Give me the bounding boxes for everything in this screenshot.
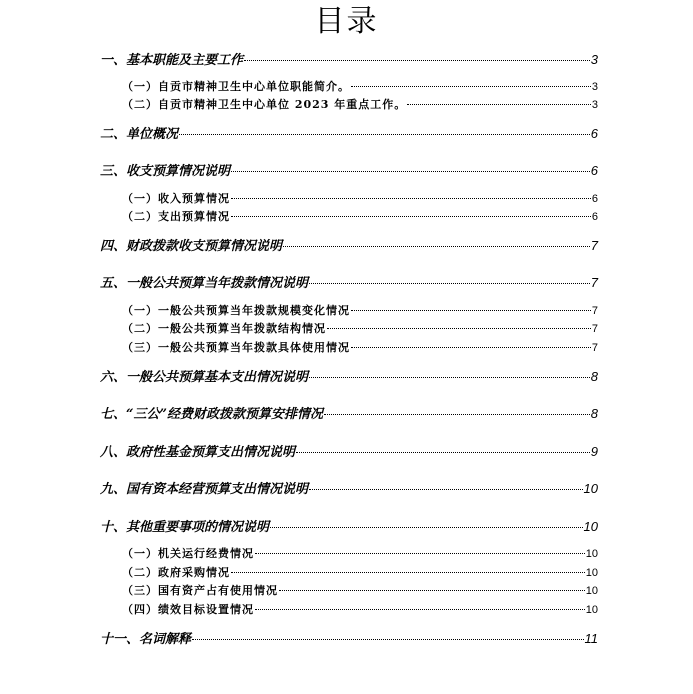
toc-page-number: 10 bbox=[583, 519, 598, 534]
toc-page-number: 10 bbox=[585, 548, 598, 560]
toc-entry-label: （一）收入预算情况 bbox=[122, 192, 230, 205]
toc-page-number: 10 bbox=[585, 604, 598, 616]
dot-leader bbox=[255, 609, 585, 610]
toc-page-number: 3 bbox=[591, 99, 598, 111]
toc-entry-label: 十、其他重要事项的情况说明 bbox=[100, 520, 270, 535]
toc-page-number: 7 bbox=[590, 238, 598, 253]
toc-entry-section-10-1[interactable] bbox=[122, 546, 598, 562]
toc-entry-label: 五、一般公共预算当年拨款情况说明 bbox=[100, 276, 309, 291]
dot-leader bbox=[351, 86, 591, 87]
dot-leader bbox=[283, 246, 590, 247]
toc-page-number: 7 bbox=[590, 275, 598, 290]
toc-entry-label: （一）自贡市精神卫生中心单位职能简介。 bbox=[122, 80, 350, 93]
dot-leader bbox=[279, 590, 585, 591]
toc-entry-section-3-1[interactable] bbox=[122, 191, 598, 207]
toc-entry-section-3-2[interactable] bbox=[122, 209, 598, 225]
toc-entry-label: （三）一般公共预算当年拨款具体使用情况 bbox=[122, 341, 350, 354]
dot-leader bbox=[324, 414, 590, 415]
toc-page-number: 10 bbox=[585, 567, 598, 579]
toc-entry-label: 一、基本职能及主要工作 bbox=[100, 53, 244, 68]
toc-entry-section-7[interactable] bbox=[100, 405, 598, 423]
toc-entry-label: （二）一般公共预算当年拨款结构情况 bbox=[122, 322, 326, 335]
toc-entry-section-5[interactable] bbox=[100, 274, 598, 292]
dot-leader bbox=[309, 489, 583, 490]
toc-entry-label: （四）绩效目标设置情况 bbox=[122, 603, 254, 616]
toc-entry-section-10-2[interactable] bbox=[122, 565, 598, 581]
toc-entry-section-6[interactable] bbox=[100, 368, 598, 386]
toc-entry-section-9[interactable] bbox=[100, 480, 598, 498]
toc-entry-section-10-4[interactable] bbox=[122, 602, 598, 618]
toc-page-number: 8 bbox=[590, 406, 598, 421]
toc-entry-section-5-2[interactable] bbox=[122, 321, 598, 337]
toc-page-number: 3 bbox=[590, 52, 598, 67]
toc-entry-section-11[interactable] bbox=[100, 630, 598, 648]
toc-page-number: 7 bbox=[591, 305, 598, 317]
toc-entry-section-3[interactable] bbox=[100, 162, 598, 180]
toc-entry-section-1-1[interactable] bbox=[122, 79, 598, 95]
dot-leader bbox=[231, 216, 591, 217]
dot-leader bbox=[231, 572, 585, 573]
toc-page-number: 10 bbox=[583, 481, 598, 496]
dot-leader bbox=[309, 283, 590, 284]
dot-leader bbox=[192, 639, 583, 640]
toc-entry-label: （一）机关运行经费情况 bbox=[122, 547, 254, 560]
toc-page-number: 7 bbox=[591, 323, 598, 335]
toc-entry-label: （一）一般公共预算当年拨款规模变化情况 bbox=[122, 304, 350, 317]
dot-leader bbox=[327, 328, 591, 329]
dot-leader bbox=[351, 310, 591, 311]
dot-leader bbox=[179, 134, 590, 135]
toc-entry-section-5-1[interactable] bbox=[122, 303, 598, 319]
toc-entry-label: （二）支出预算情况 bbox=[122, 210, 230, 223]
toc-entry-section-8[interactable] bbox=[100, 443, 598, 461]
toc-entry-section-10[interactable] bbox=[100, 518, 598, 536]
toc-page-number: 6 bbox=[590, 163, 598, 178]
toc-entry-section-1-2[interactable] bbox=[122, 97, 598, 113]
dot-leader bbox=[270, 527, 583, 528]
toc-entry-section-5-3[interactable] bbox=[122, 340, 598, 356]
toc-entry-section-2[interactable] bbox=[100, 125, 598, 143]
toc-page-number: 11 bbox=[584, 631, 598, 646]
toc-entry-label: 六、一般公共预算基本支出情况说明 bbox=[100, 370, 309, 385]
toc-entry-label: 八、政府性基金预算支出情况说明 bbox=[100, 445, 296, 460]
dot-leader bbox=[231, 171, 590, 172]
toc-entry-label: 七、“三公”经费财政拨款预算安排情况 bbox=[100, 407, 323, 422]
toc-entry-label: 三、收支预算情况说明 bbox=[100, 164, 231, 179]
toc-entry-label: 十一、名词解释 bbox=[100, 632, 192, 647]
toc-entry-label: 二、单位概况 bbox=[100, 127, 179, 142]
toc-entry-section-10-3[interactable] bbox=[122, 583, 598, 599]
toc-entry-label: （二）自贡市精神卫生中心单位 2023 年重点工作。 bbox=[122, 98, 407, 111]
toc-page-number: 10 bbox=[585, 585, 598, 597]
dot-leader bbox=[296, 452, 590, 453]
toc-page-number: 8 bbox=[590, 369, 598, 384]
toc-entry-label: （三）国有资产占有使用情况 bbox=[122, 584, 278, 597]
dot-leader bbox=[351, 347, 591, 348]
dot-leader bbox=[309, 377, 590, 378]
toc-entry-section-4[interactable] bbox=[100, 237, 598, 255]
toc-page-number: 6 bbox=[591, 211, 598, 223]
toc-page-number: 6 bbox=[590, 126, 598, 141]
document-title: 目录 bbox=[314, 4, 379, 39]
dot-leader bbox=[231, 198, 591, 199]
toc-entry-section-1[interactable] bbox=[100, 51, 598, 69]
dot-leader bbox=[244, 60, 590, 61]
toc-page-number: 3 bbox=[591, 81, 598, 93]
toc-page-number: 6 bbox=[591, 193, 598, 205]
dot-leader bbox=[407, 104, 591, 105]
dot-leader bbox=[255, 553, 585, 554]
toc-entry-label: （二）政府采购情况 bbox=[122, 566, 230, 579]
toc-page-number: 9 bbox=[590, 444, 598, 459]
toc-page-number: 7 bbox=[591, 342, 598, 354]
toc-entry-label: 四、财政拨款收支预算情况说明 bbox=[100, 239, 283, 254]
toc-entry-label: 九、国有资本经营预算支出情况说明 bbox=[100, 482, 309, 497]
